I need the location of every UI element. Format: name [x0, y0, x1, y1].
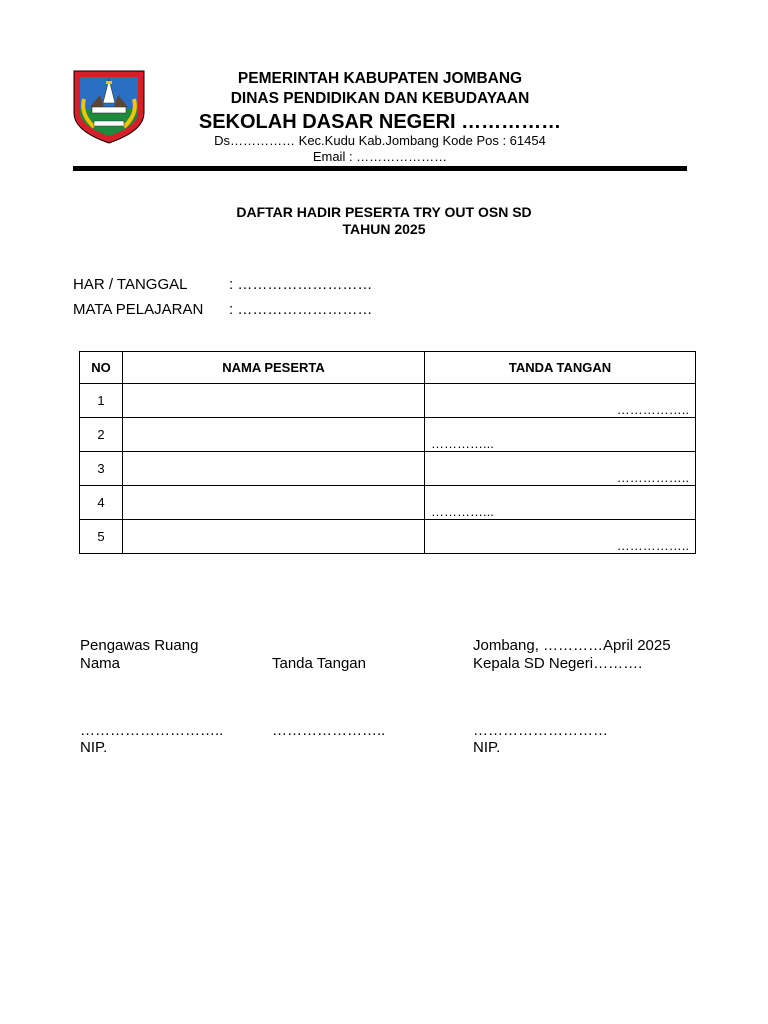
header-no: NO	[80, 352, 123, 384]
header-name: NAMA PESERTA	[123, 352, 425, 384]
signature-dots-line: …………………..	[272, 722, 386, 739]
signature-dots: ……………..	[616, 470, 689, 485]
principal-nip: NIP.	[473, 739, 501, 756]
table-row	[80, 418, 696, 452]
header-government: PEMERINTAH KABUPATEN JOMBANG	[237, 70, 523, 87]
table-row	[80, 486, 696, 520]
row-number: 1	[80, 384, 123, 418]
proctor-role: Pengawas Ruang	[80, 637, 199, 654]
attendance-table	[79, 351, 696, 554]
date-label: HAR / TANGGAL	[73, 276, 188, 293]
table-row	[80, 384, 696, 418]
header-signature: TANDA TANGAN	[425, 352, 696, 384]
row-number: 4	[80, 486, 123, 520]
signature-cell	[425, 418, 696, 452]
participant-name-cell	[123, 418, 425, 452]
participant-name-cell	[123, 486, 425, 520]
header-department: DINAS PENDIDIKAN DAN KEBUDAYAAN	[230, 90, 530, 107]
signature-dots: ……………..	[616, 402, 689, 417]
signature-dots: ……………..	[616, 538, 689, 553]
date-value: : ………………………	[229, 276, 373, 293]
proctor-name-dots: ………………………..	[80, 722, 224, 739]
signature-dots: …………...	[431, 504, 494, 519]
principal-name-dots: ………………………	[473, 722, 608, 739]
row-number: 3	[80, 452, 123, 486]
signature-cell	[425, 452, 696, 486]
proctor-nip: NIP.	[80, 739, 108, 756]
place-date: Jombang, …………April 2025	[473, 637, 671, 654]
signature-cell	[425, 486, 696, 520]
table-row	[80, 520, 696, 554]
header-divider	[73, 166, 687, 171]
header-address: Ds…………… Kec.Kudu Kab.Jombang Kode Pos : 61454	[214, 133, 546, 148]
header-email: Email : …………………	[312, 149, 448, 164]
signature-cell	[425, 384, 696, 418]
subject-label: MATA PELAJARAN	[73, 301, 204, 318]
table-row	[80, 452, 696, 486]
row-number: 2	[80, 418, 123, 452]
principal-role: Kepala SD Negeri……….	[473, 655, 643, 672]
row-number: 5	[80, 520, 123, 554]
kabupaten-jombang-emblem-icon	[72, 69, 146, 145]
document-year: TAHUN 2025	[342, 221, 426, 237]
header-school-name: SEKOLAH DASAR NEGERI ……………	[198, 111, 562, 133]
participant-name-cell	[123, 520, 425, 554]
table-header-row	[80, 352, 696, 384]
document-title: DAFTAR HADIR PESERTA TRY OUT OSN SD	[236, 204, 532, 220]
signature-cell	[425, 520, 696, 554]
signature-label: Tanda Tangan	[272, 655, 366, 672]
participant-name-cell	[123, 452, 425, 486]
signature-dots: …………...	[431, 436, 494, 451]
proctor-name-label: Nama	[80, 655, 121, 672]
participant-name-cell	[123, 384, 425, 418]
subject-value: : ………………………	[229, 301, 373, 318]
